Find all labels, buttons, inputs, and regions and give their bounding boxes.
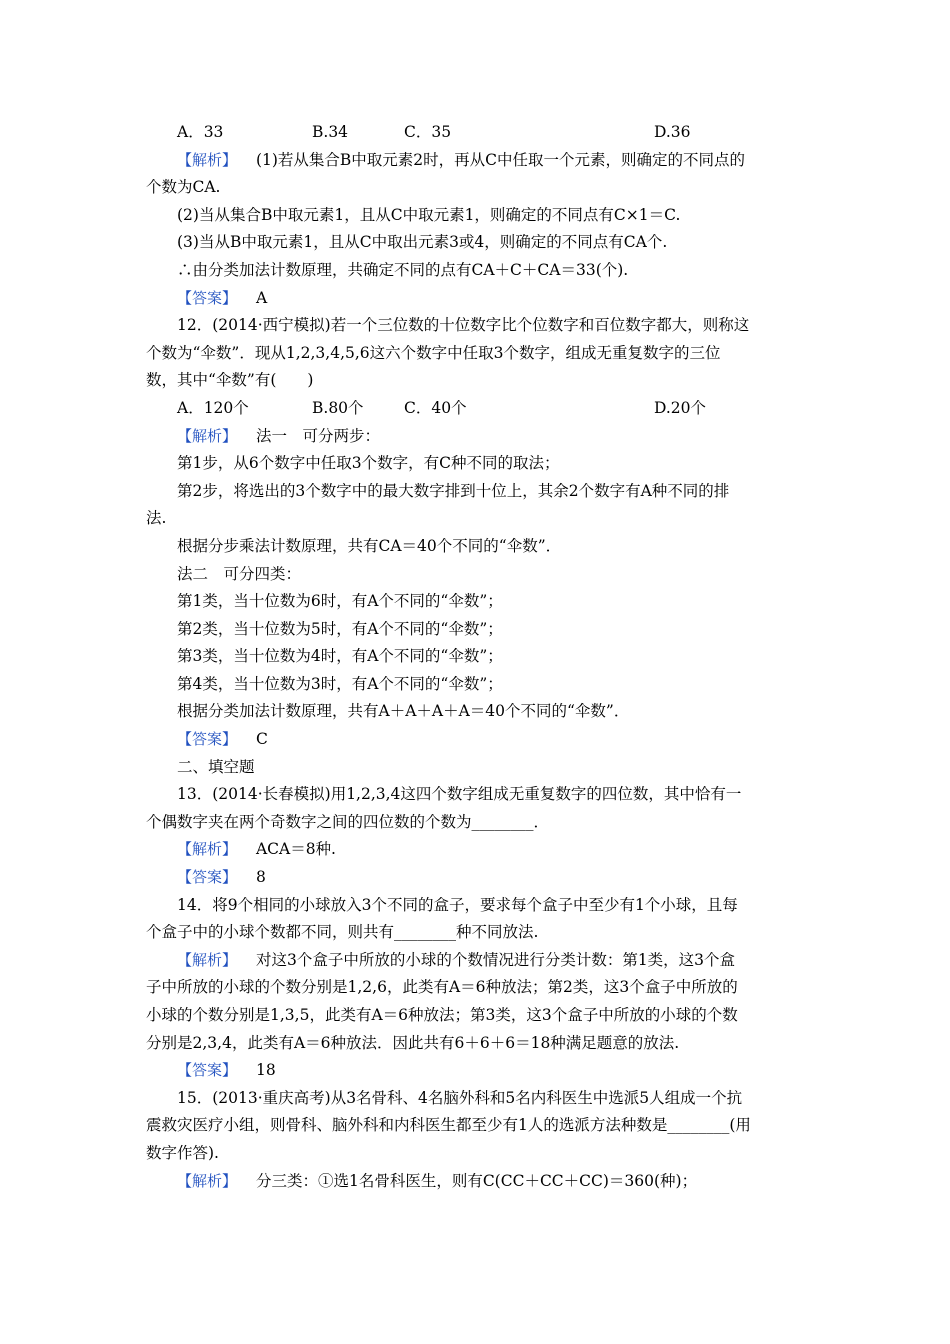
q13-answer-line xyxy=(146,864,808,892)
answer-label: 【答案】 xyxy=(177,1061,238,1080)
q11-option-b: B.34 xyxy=(312,123,349,141)
q15-analysis-text: 分三类：①选1名骨科医生，则有C(CC＋CC＋CC)＝360(种)； xyxy=(255,1171,698,1190)
q11-analysis-text: (1)若从集合B中取元素2时，再从C中任取一个元素，则确定的不同点的 xyxy=(255,150,746,169)
q12-options xyxy=(146,395,808,423)
q11-option-c: C．35 xyxy=(404,123,452,141)
q12-stem-end: 数，其中“伞数”有( ) xyxy=(146,371,314,390)
section-heading: 二、填空题 xyxy=(177,757,255,776)
q11-option-a: A．33 xyxy=(177,123,224,141)
q14-answer-line xyxy=(146,1057,808,1085)
q12-analysis-text: 法一 可分两步： xyxy=(255,426,380,445)
q14-analysis-cont: 分别是2,3,4，此类有A＝6种放法．因此共有6＋6＋6＝18种满足题意的放法. xyxy=(146,1033,680,1052)
analysis-label: 【解析】 xyxy=(177,426,238,445)
answer-label: 【答案】 xyxy=(177,730,238,749)
q14-analysis-cont: 小球的个数分别是1,3,5，此类有A＝6种放法；第3类，这3个盒子中所放的小球的个数 xyxy=(146,1006,738,1024)
analysis-label: 【解析】 xyxy=(177,950,238,969)
analysis-label: 【解析】 xyxy=(177,1171,238,1190)
q15-stem-end: 数字作答). xyxy=(146,1143,219,1162)
q13-analysis-line xyxy=(146,836,808,864)
q11-analysis-text-cont: 个数为CA. xyxy=(146,178,221,197)
q12-option-b: B.80个 xyxy=(312,398,364,417)
q14-answer: 18 xyxy=(255,1061,276,1080)
q13-answer: 8 xyxy=(255,868,266,887)
q14-analysis-line xyxy=(146,947,808,975)
q11-analysis-step2: (2)当从集合B中取元素1，且从C中取元素1，则确定的不同点有C×1＝C. xyxy=(177,205,681,224)
q14-stem-cont: 个盒子中的小球个数都不同，则共有________种不同放法. xyxy=(146,923,539,942)
q12-analysis-line: 根据分类加法计数原理，共有A＋A＋A＋A＝40个不同的“伞数”． xyxy=(177,702,630,721)
q12-analysis-line: 第4类，当十位数为3时，有A个不同的“伞数”； xyxy=(177,674,503,693)
q12-analysis-line: 第1类，当十位数为6时，有A个不同的“伞数”； xyxy=(177,592,503,611)
q12-option-a: A．120个 xyxy=(177,398,249,417)
answer-label: 【答案】 xyxy=(177,288,238,307)
q12-analysis-line: 根据分步乘法计数原理，共有CA＝40个不同的“伞数”． xyxy=(177,536,562,555)
q12-analysis-line: 法二 可分四类： xyxy=(177,564,302,583)
q11-analysis-step3: (3)当从B中取元素1，且从C中取出元素3或4，则确定的不同点有CA个. xyxy=(177,233,668,252)
q15-stem: 15．(2013·重庆高考)从3名骨科、4名脑外科和5名内科医生中选派5人组成一个抗 xyxy=(177,1088,743,1107)
q15-analysis-line xyxy=(146,1168,808,1196)
q12-option-d: D.20个 xyxy=(654,398,707,417)
q11-answer: A xyxy=(255,288,268,307)
q14-analysis-text: 对这3个盒子中所放的小球的个数情况进行分类计数：第1类，这3个盒 xyxy=(255,950,736,969)
q12-analysis-line: 第3类，当十位数为4时，有A个不同的“伞数”； xyxy=(177,647,503,666)
q12-stem-cont: 个数为“伞数”．现从1,2,3,4,5,6这六个数字中任取3个数字，组成无重复数字的三位 xyxy=(146,343,721,362)
q14-stem: 14．将9个相同的小球放入3个不同的盒子，要求每个盒子中至少有1个小球，且每 xyxy=(177,895,738,914)
document-body xyxy=(146,119,808,1195)
q15-stem-cont: 震救灾医疗小组，则骨科、脑外科和内科医生都至少有1人的选派方法种数是________(用 xyxy=(146,1116,751,1135)
q12-analysis-line: 法. xyxy=(146,509,167,528)
q11-options xyxy=(146,119,808,147)
q12-stem: 12．(2014·西宁模拟)若一个三位数的十位数字比个位数字和百位数字都大，则称这 xyxy=(177,316,750,335)
q11-option-d: D.36 xyxy=(654,123,691,141)
q13-analysis-text: ACA＝8种. xyxy=(255,840,336,859)
answer-label: 【答案】 xyxy=(177,868,238,887)
q12-analysis-line xyxy=(146,423,808,451)
q11-analysis-line xyxy=(146,147,808,175)
q12-analysis-line: 第2类，当十位数为5时，有A个不同的“伞数”； xyxy=(177,619,503,638)
q12-answer: C xyxy=(255,730,268,749)
q13-stem-cont: 个偶数字夹在两个奇数字之间的四位数的个数为________． xyxy=(146,812,550,831)
q11-answer-line xyxy=(146,285,808,313)
q14-analysis-cont: 子中所放的小球的个数分别是1,2,6，此类有A＝6种放法；第2类，这3个盒子中所放的 xyxy=(146,978,738,997)
analysis-label: 【解析】 xyxy=(177,840,238,859)
q12-analysis-line: 第1步，从6个数字中任取3个数字，有C种不同的取法； xyxy=(177,454,560,473)
q11-analysis-conclusion: ∴由分类加法计数原理，共确定不同的点有CA＋C＋CA＝33(个). xyxy=(177,260,629,279)
analysis-label: 【解析】 xyxy=(177,150,238,169)
q13-stem: 13．(2014·长春模拟)用1,2,3,4这四个数字组成无重复数字的四位数，其中恰有一 xyxy=(177,785,742,804)
q12-analysis-line: 第2步，将选出的3个数字中的最大数字排到十位上，其余2个数字有A种不同的排 xyxy=(177,481,730,500)
q12-option-c: C．40个 xyxy=(404,398,467,417)
q12-answer-line xyxy=(146,726,808,754)
